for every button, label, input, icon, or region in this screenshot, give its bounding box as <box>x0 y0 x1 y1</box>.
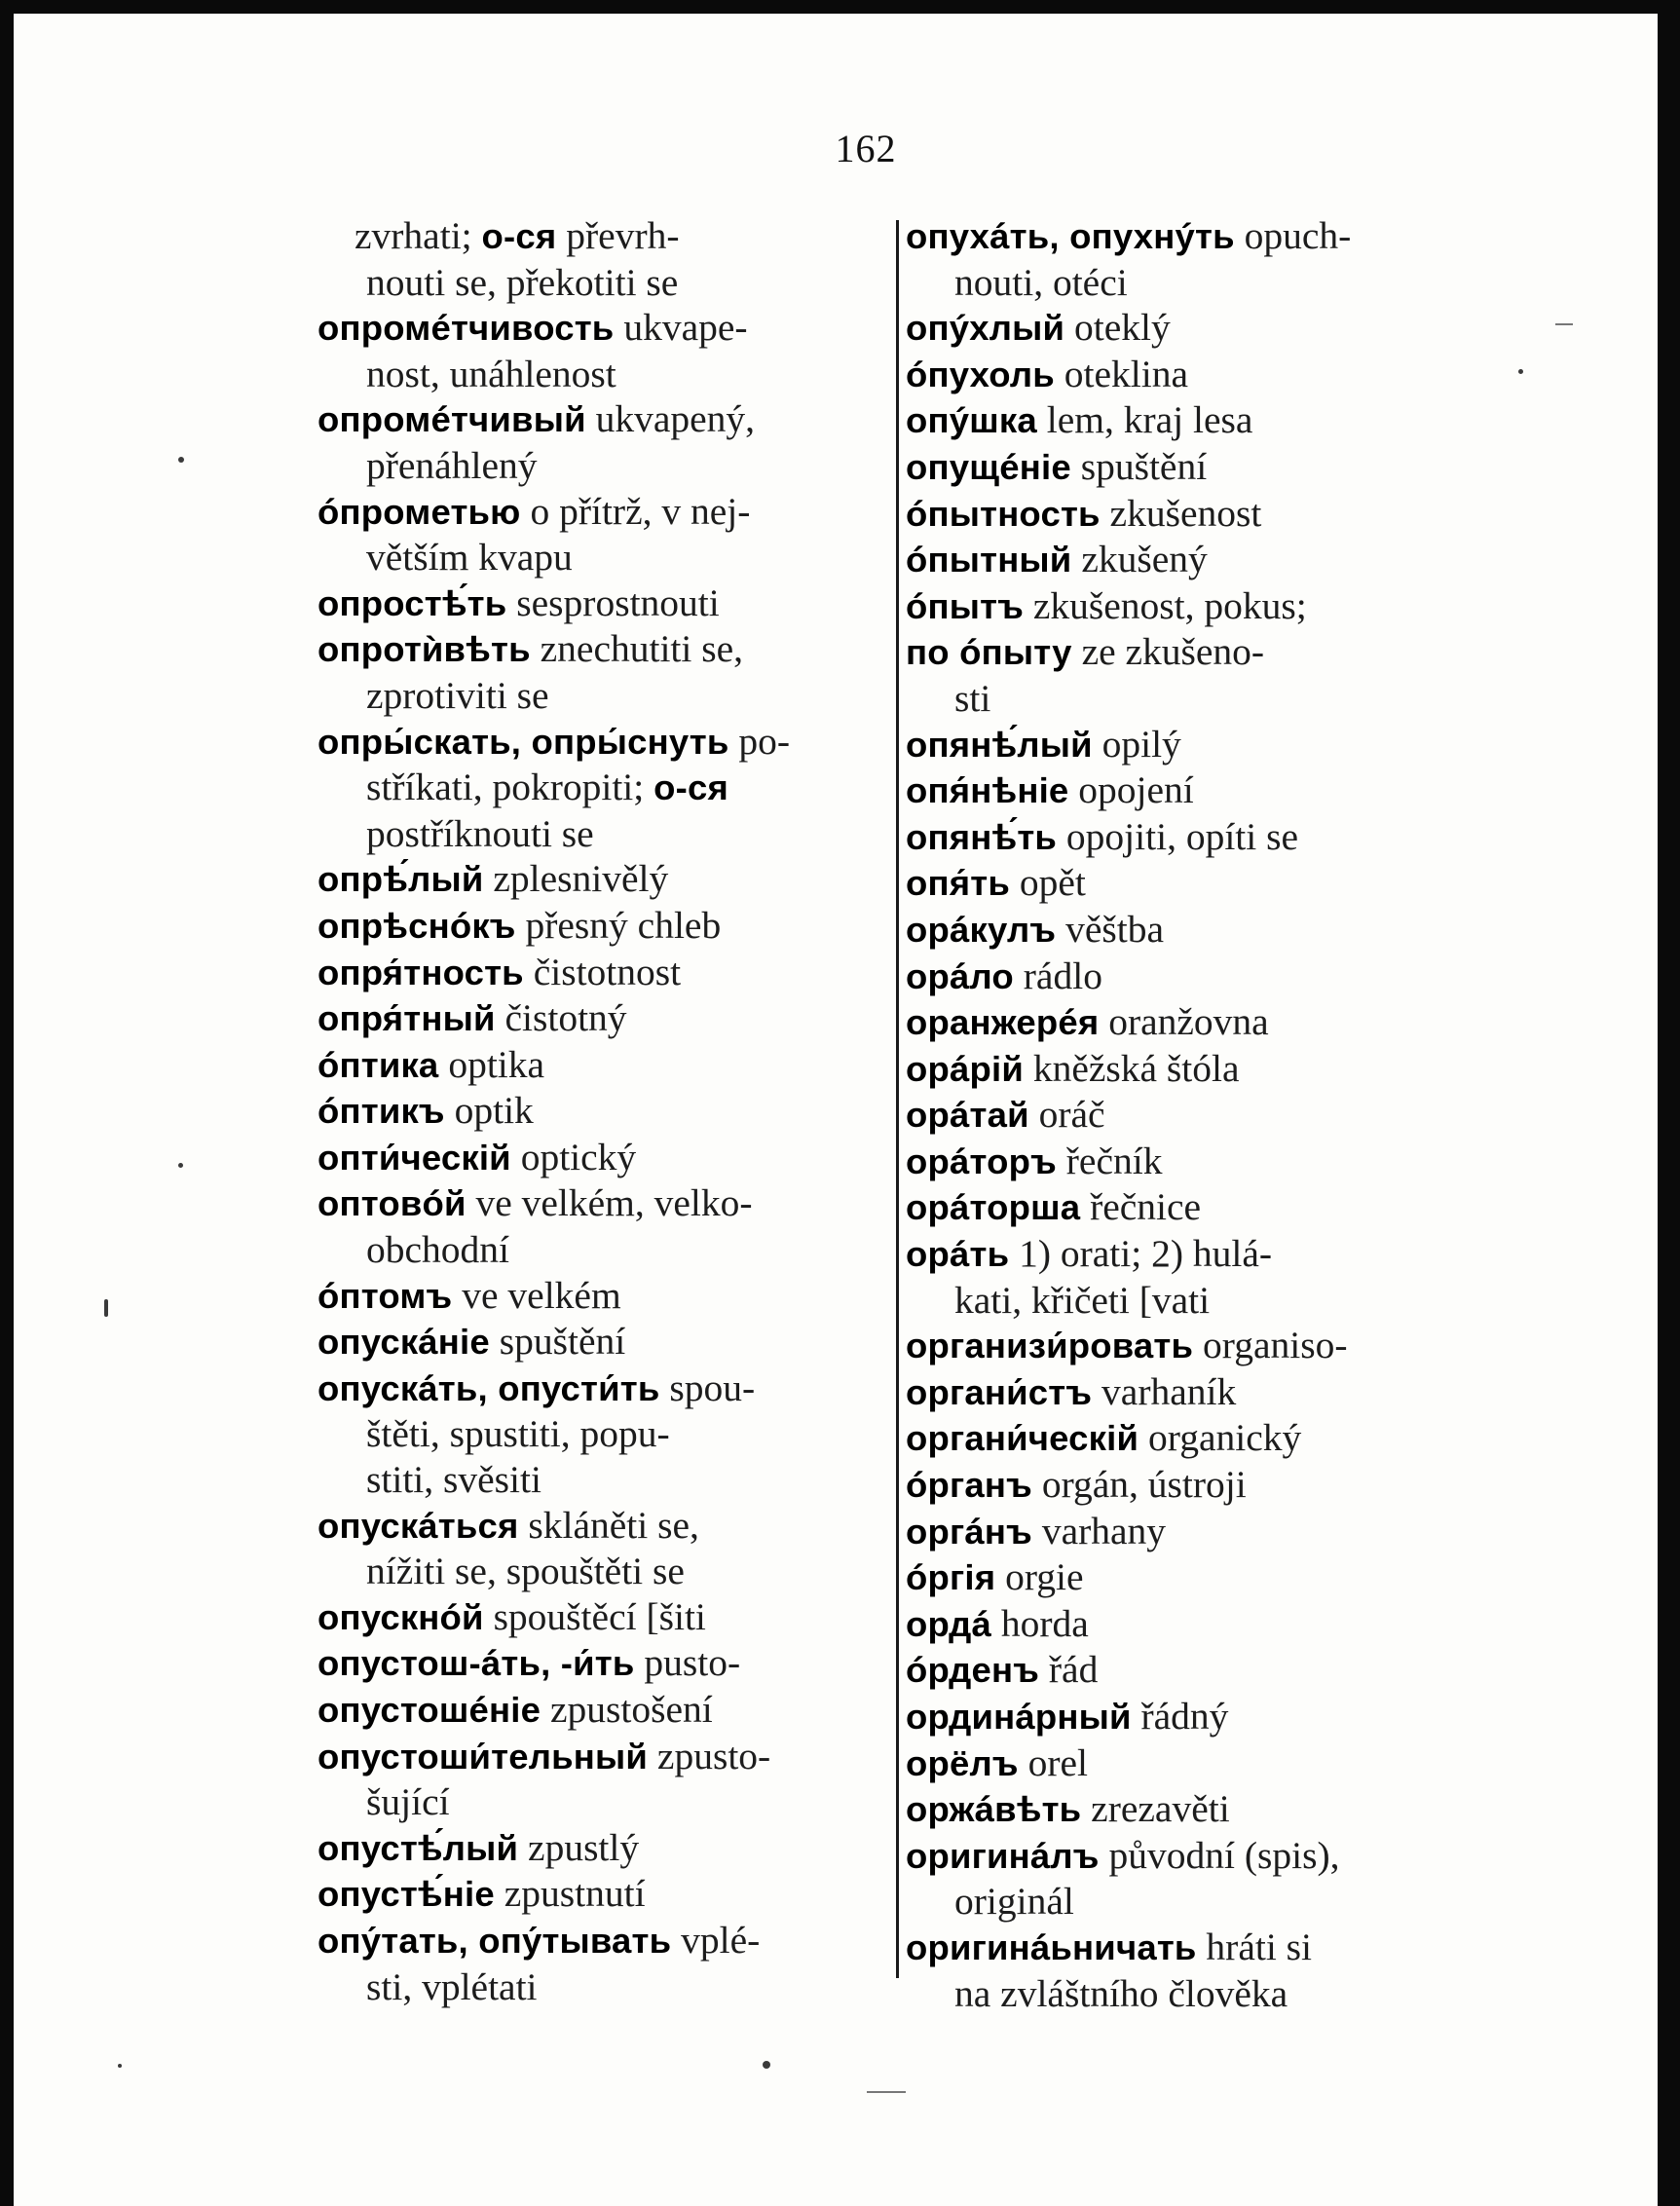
dictionary-line <box>906 629 1480 676</box>
scan-speck <box>118 2064 122 2068</box>
dictionary-line <box>906 1139 1480 1185</box>
scan-speck <box>1518 369 1523 374</box>
headword: орáрій <box>906 1048 1024 1089</box>
headword: óпрометью <box>317 491 521 532</box>
translation: větším kvapu <box>366 536 573 580</box>
translation: čistotnost <box>523 950 682 993</box>
translation: hráti si <box>1196 1925 1313 1968</box>
dictionary-line <box>317 1365 887 1412</box>
dictionary-line <box>906 1046 1480 1093</box>
page-number: 162 <box>835 127 897 170</box>
translation: štěti, spustiti, popu- <box>366 1412 670 1456</box>
left-column <box>317 213 887 2009</box>
dictionary-line <box>317 719 887 766</box>
translation: převrh- <box>556 214 680 257</box>
dictionary-line <box>317 1918 887 1964</box>
headword: оригинáлъ <box>906 1835 1100 1876</box>
headword: опустѣ́лый <box>317 1827 519 1868</box>
dictionary-line <box>906 1369 1480 1416</box>
headword: оптовóй <box>317 1183 467 1224</box>
headword: орáторша <box>906 1187 1081 1228</box>
headword: опустошéніе <box>317 1690 541 1730</box>
translation: spuštění <box>489 1320 626 1364</box>
translation: řádný <box>1131 1695 1229 1738</box>
headword: óргія <box>906 1557 996 1598</box>
translation: opilý <box>1092 722 1181 766</box>
dictionary-line <box>317 1457 887 1503</box>
translation: nouti, otéci <box>954 260 1128 304</box>
dictionary-line <box>317 811 887 857</box>
scan-speck <box>763 2061 770 2069</box>
translation: původní (spis), <box>1099 1833 1340 1877</box>
translation: ze zkušeno- <box>1071 630 1265 674</box>
dictionary-line <box>906 1231 1480 1278</box>
dictionary-line <box>317 1503 887 1550</box>
translation: 1) orati; 2) hulá- <box>1009 1232 1273 1276</box>
translation: řečnice <box>1080 1185 1202 1229</box>
dictionary-line <box>317 1549 887 1594</box>
dictionary-line <box>317 903 887 950</box>
dictionary-line <box>906 999 1480 1046</box>
dictionary-line <box>906 444 1480 491</box>
headword: опянѣ́лый <box>906 724 1093 765</box>
translation: řečník <box>1056 1139 1163 1182</box>
headword: орáкулъ <box>906 909 1057 950</box>
translation: opět <box>1009 861 1086 905</box>
dictionary-line <box>906 1740 1480 1787</box>
headword: óпытный <box>906 540 1072 580</box>
scan-dash <box>1555 323 1573 325</box>
headword: опущéніе <box>906 446 1071 487</box>
translation: skláněti se, <box>518 1503 699 1547</box>
dictionary-line <box>906 491 1480 538</box>
translation: o přítrž, v nej- <box>520 489 751 533</box>
translation: zrezavěti <box>1081 1787 1230 1831</box>
scan-dash <box>867 2091 906 2093</box>
headword: опромéтчивый <box>317 399 586 440</box>
translation: sesprostnouti <box>506 580 720 624</box>
headword: опускáніе <box>317 1322 490 1363</box>
dictionary-line <box>906 722 1480 768</box>
dictionary-line <box>317 1779 887 1825</box>
headword: орáло <box>906 955 1014 996</box>
translation: opuch- <box>1234 214 1352 257</box>
headword: опу́тать, опу́тывать <box>317 1920 672 1961</box>
column-divider <box>896 220 899 1978</box>
translation: lem, kraj lesa <box>1036 398 1253 442</box>
headword: óпухоль <box>906 354 1055 394</box>
translation: spuštění <box>1070 444 1208 488</box>
dictionary-line <box>906 583 1480 630</box>
translation: stiti, svěsiti <box>366 1458 541 1502</box>
dictionary-line <box>906 397 1480 444</box>
translation: sti, vplétati <box>366 1964 538 2008</box>
translation: zkušenost <box>1100 491 1262 535</box>
headword: опти́ческій <box>317 1137 511 1178</box>
headword: óптикъ <box>317 1091 445 1132</box>
translation: šující <box>366 1780 450 1824</box>
translation: vplé- <box>671 1918 761 1962</box>
translation: optický <box>510 1135 637 1178</box>
translation: sti <box>954 676 991 720</box>
dictionary-line <box>317 489 887 536</box>
headword: опря́тный <box>317 998 496 1039</box>
translation: organiso- <box>1193 1324 1348 1367</box>
translation: postříknouti se <box>366 811 594 855</box>
headword: орáторъ <box>906 1140 1057 1181</box>
dictionary-line <box>906 953 1480 1000</box>
translation: nížiti se, spouštěti se <box>366 1550 685 1593</box>
translation: spou- <box>659 1365 756 1409</box>
dictionary-line <box>906 213 1480 260</box>
translation: věštba <box>1056 907 1164 951</box>
headword: опýхлый <box>906 308 1065 349</box>
dictionary-line <box>906 1694 1480 1740</box>
dictionary-line <box>317 995 887 1042</box>
headword: опянѣ́ть <box>906 816 1058 857</box>
headword: о-ся <box>653 767 728 808</box>
translation: optik <box>444 1089 534 1133</box>
headword: опухáть, опухнýть <box>906 216 1235 256</box>
dictionary-line <box>906 260 1480 306</box>
translation: varhany <box>1031 1509 1167 1552</box>
translation: nouti se, překotiti se <box>366 260 679 304</box>
translation: varhaník <box>1092 1369 1237 1413</box>
headword: óптика <box>317 1044 439 1085</box>
translation: čistotný <box>495 996 627 1040</box>
headword: орáть <box>906 1234 1010 1275</box>
translation: zkušenost, pokus; <box>1024 583 1307 627</box>
translation: zprotiviti se <box>366 673 549 717</box>
dictionary-line <box>317 626 887 673</box>
headword: опря́тность <box>317 952 524 992</box>
dictionary-line <box>317 352 887 397</box>
translation: oráč <box>1028 1093 1105 1137</box>
translation: ukvapený, <box>585 397 756 441</box>
dictionary-line <box>317 580 887 627</box>
dictionary-line <box>317 1319 887 1365</box>
translation: kati, křičeti [vati <box>954 1278 1211 1322</box>
translation: spouštěcí [šiti <box>483 1594 706 1638</box>
translation: zplesnivělý <box>483 857 669 901</box>
headword: по óпыту <box>906 632 1072 673</box>
headword: опрѣснóкъ <box>317 905 516 946</box>
dictionary-line <box>906 305 1480 352</box>
translation: stříkati, pokropiti; <box>366 766 654 809</box>
translation: opojiti, opíti se <box>1057 814 1299 858</box>
headword: опýшка <box>906 400 1037 441</box>
translation: na zvláštního člověka <box>954 1971 1288 2015</box>
dictionary-line <box>317 1088 887 1135</box>
translation: zkušený <box>1071 538 1208 581</box>
translation: orgán, ústroji <box>1031 1463 1247 1507</box>
translation: řád <box>1039 1648 1099 1692</box>
dictionary-line <box>317 856 887 903</box>
dictionary-line <box>317 1227 887 1273</box>
dictionary-line <box>317 1180 887 1227</box>
translation: oteklina <box>1054 352 1189 395</box>
translation: opojení <box>1068 768 1194 812</box>
headword: опростѣ́ть <box>317 582 507 623</box>
scan-border-right <box>1658 0 1680 2206</box>
dictionary-line <box>317 1825 887 1872</box>
dictionary-line <box>906 1462 1480 1509</box>
dictionary-line <box>317 213 887 260</box>
dictionary-line <box>317 1964 887 2010</box>
dictionary-line <box>317 673 887 719</box>
headword: опя́нѣніе <box>906 770 1069 811</box>
dictionary-line <box>906 814 1480 861</box>
dictionary-line <box>906 767 1480 814</box>
headword: опры́скать, опры́снуть <box>317 721 729 762</box>
translation: rádlo <box>1013 953 1102 997</box>
translation: přesný chleb <box>515 903 722 947</box>
scan-speck <box>104 1299 108 1317</box>
headword: опрѣ́лый <box>317 859 484 900</box>
headword: опустоши́тельный <box>317 1736 649 1776</box>
dictionary-line <box>317 1594 887 1641</box>
translation: nost, unáhlenost <box>366 352 616 395</box>
headword: ординáрный <box>906 1697 1132 1737</box>
dictionary-line <box>317 1411 887 1457</box>
dictionary-line <box>906 860 1480 907</box>
dictionary-line <box>317 396 887 443</box>
translation: ve velkém <box>452 1273 621 1317</box>
dictionary-line <box>906 1786 1480 1833</box>
translation: orel <box>1018 1740 1088 1784</box>
dictionary-line <box>906 676 1480 722</box>
dictionary-page <box>14 14 1658 2206</box>
right-column <box>906 213 1480 2016</box>
dictionary-line <box>317 1640 887 1687</box>
translation: znechutiti se, <box>530 627 744 671</box>
dictionary-line <box>906 1278 1480 1324</box>
translation: zpustlý <box>518 1825 640 1869</box>
dictionary-line <box>317 1687 887 1734</box>
dictionary-line <box>906 1647 1480 1694</box>
translation: ukvape- <box>614 306 748 350</box>
headword: оранжерéя <box>906 1002 1100 1043</box>
translation: oteklý <box>1064 306 1171 350</box>
dictionary-line <box>906 1092 1480 1139</box>
dictionary-line <box>906 1184 1480 1231</box>
translation: horda <box>990 1601 1089 1645</box>
translation: organický <box>1139 1416 1302 1460</box>
dictionary-line <box>317 305 887 352</box>
headword: óпытъ <box>906 585 1024 626</box>
headword: óпытность <box>906 493 1101 534</box>
dictionary-line <box>906 1601 1480 1648</box>
translation: zpusto- <box>648 1734 771 1777</box>
dictionary-line <box>906 1833 1480 1880</box>
translation: přenáhlený <box>366 443 538 487</box>
headword: óрганъ <box>906 1465 1032 1506</box>
headword: опускáть, опусти́ть <box>317 1367 660 1408</box>
headword: опустош-áть, -и́ть <box>317 1643 635 1684</box>
scan-speck <box>178 457 184 463</box>
headword: опромéтчивость <box>317 308 615 349</box>
dictionary-line <box>906 1925 1480 1971</box>
headword: ордá <box>906 1603 991 1644</box>
dictionary-line <box>317 260 887 306</box>
translation: optika <box>438 1042 545 1086</box>
dictionary-line <box>906 907 1480 953</box>
translation: kněžská štóla <box>1023 1046 1240 1090</box>
headword: оргáнъ <box>906 1511 1032 1552</box>
headword: орáтай <box>906 1095 1029 1136</box>
headword: о-ся <box>481 216 557 256</box>
scan-speck <box>178 1163 183 1168</box>
headword: орёлъ <box>906 1742 1019 1783</box>
translation: zvrhati; <box>355 214 482 257</box>
headword: опустѣ́ніе <box>317 1874 495 1915</box>
headword: органи́ческій <box>906 1418 1139 1459</box>
dictionary-line <box>906 1971 1480 2017</box>
dictionary-line <box>906 1879 1480 1925</box>
headword: óптомъ <box>317 1275 453 1316</box>
translation: po- <box>728 719 791 763</box>
dictionary-line <box>906 1415 1480 1462</box>
dictionary-line <box>906 1323 1480 1369</box>
translation: zpustošení <box>541 1688 713 1731</box>
headword: опускáться <box>317 1505 519 1546</box>
translation: obchodní <box>366 1228 510 1272</box>
dictionary-line <box>317 1734 887 1780</box>
dictionary-line <box>906 537 1480 583</box>
headword: оригинáьничать <box>906 1926 1197 1967</box>
headword: организи́ровать <box>906 1326 1194 1366</box>
dictionary-line <box>317 950 887 996</box>
dictionary-line <box>317 765 887 811</box>
translation: oranžovna <box>1099 1000 1269 1044</box>
dictionary-line <box>317 1042 887 1089</box>
dictionary-line <box>317 1273 887 1320</box>
dictionary-line <box>317 443 887 489</box>
dictionary-line <box>317 1871 887 1918</box>
translation: originál <box>954 1880 1074 1924</box>
translation: zpustnutí <box>494 1872 646 1916</box>
headword: опротѝвѣть <box>317 629 531 670</box>
dictionary-line <box>317 1135 887 1181</box>
scan-border-top <box>0 0 1680 14</box>
headword: опя́ть <box>906 863 1010 904</box>
dictionary-line <box>317 535 887 580</box>
dictionary-line <box>906 1509 1480 1555</box>
translation: ve velkém, velko- <box>466 1181 753 1225</box>
headword: оржáвѣть <box>906 1789 1082 1830</box>
dictionary-line <box>906 352 1480 398</box>
headword: опускнóй <box>317 1596 484 1637</box>
translation: pusto- <box>634 1641 741 1685</box>
translation: orgie <box>995 1555 1084 1599</box>
dictionary-line <box>906 1554 1480 1601</box>
headword: óрденъ <box>906 1650 1040 1691</box>
headword: органи́стъ <box>906 1371 1093 1412</box>
